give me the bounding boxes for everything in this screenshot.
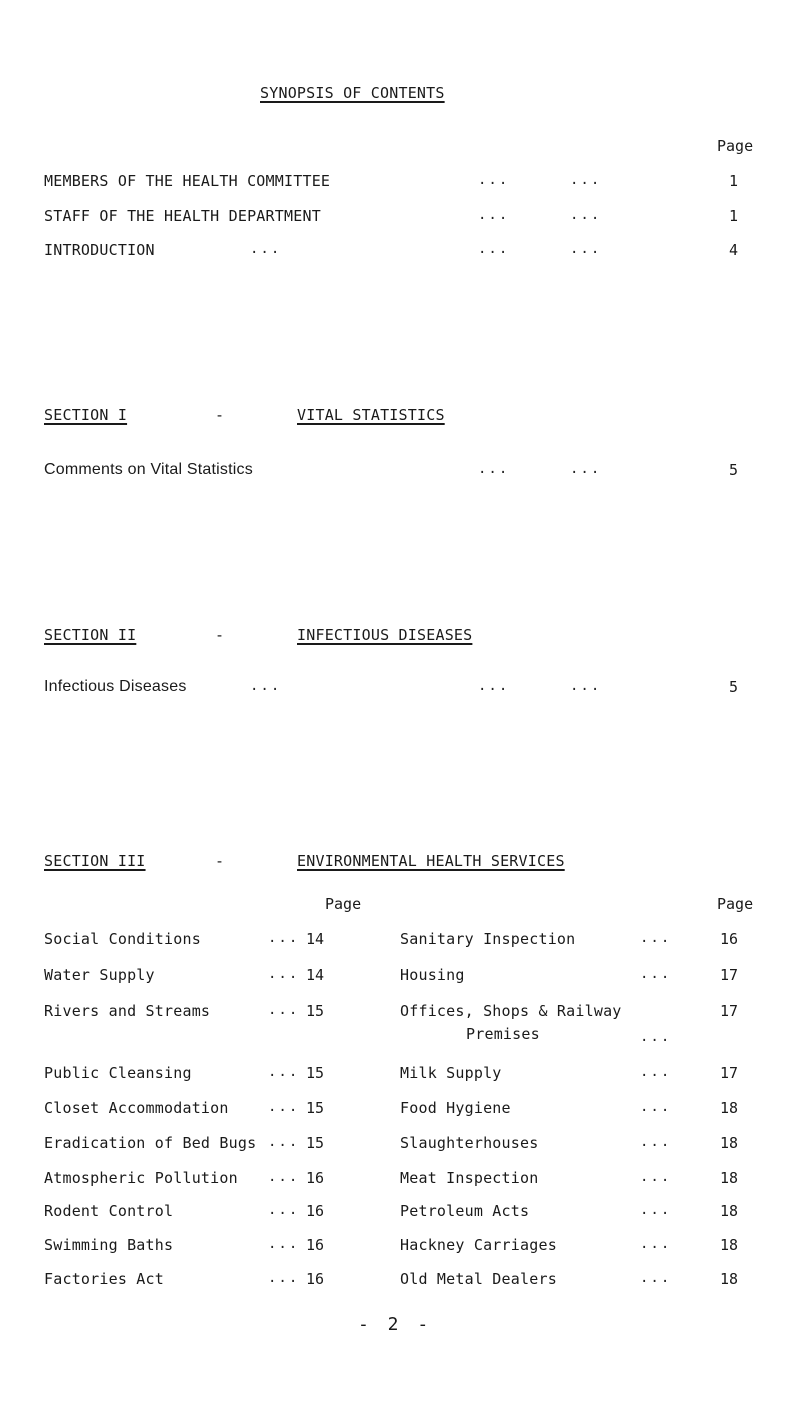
leader-dots: ...: [478, 241, 510, 257]
section-number: SECTION III: [44, 852, 146, 870]
section-number: SECTION II: [44, 626, 137, 644]
section-dash: -: [215, 852, 225, 870]
toc-entry-label: Milk Supply: [400, 1064, 502, 1082]
toc-entry-label: Offices, Shops & Railway: [400, 1002, 622, 1020]
toc-entry-page: 18: [719, 1236, 738, 1254]
section-dash: -: [215, 406, 225, 424]
page-column-label: Page: [717, 137, 754, 155]
toc-entry-label: Swimming Baths: [44, 1236, 174, 1254]
leader-dots: ...: [640, 1029, 672, 1045]
toc-entry-page: 16: [306, 1270, 325, 1288]
leader-dots: ...: [478, 207, 510, 223]
toc-entry-label: Infectious Diseases: [44, 678, 187, 695]
section-title: VITAL STATISTICS: [297, 406, 445, 424]
toc-entry-page: 17: [719, 1002, 738, 1020]
leader-dots: ...: [570, 172, 602, 188]
leader-dots: ...: [268, 966, 300, 982]
toc-entry-label: MEMBERS OF THE HEALTH COMMITTEE: [44, 172, 331, 190]
toc-entry-label: Water Supply: [44, 966, 155, 984]
toc-entry-page: 5: [728, 678, 738, 696]
toc-entry-label-continued: Premises: [466, 1025, 540, 1043]
toc-entry-page: 1: [728, 207, 738, 225]
page-column-label: Page: [325, 895, 362, 913]
leader-dots: ...: [478, 172, 510, 188]
toc-entry-page: 18: [719, 1270, 738, 1288]
toc-entry-label: Eradication of Bed Bugs: [44, 1134, 257, 1152]
leader-dots: ...: [268, 1134, 300, 1150]
toc-entry-page: 15: [306, 1099, 325, 1117]
leader-dots: ...: [640, 1202, 672, 1218]
toc-entry-page: 18: [719, 1202, 738, 1220]
toc-entry-label: Food Hygiene: [400, 1099, 511, 1117]
toc-entry-label: Sanitary Inspection: [400, 930, 576, 948]
leader-dots: ...: [640, 1270, 672, 1286]
toc-entry-page: 1: [728, 172, 738, 190]
toc-entry-page: 16: [719, 930, 738, 948]
toc-entry-page: 16: [306, 1202, 325, 1220]
toc-entry-page: 16: [306, 1169, 325, 1187]
toc-entry-label: Rivers and Streams: [44, 1002, 211, 1020]
toc-entry-label: Hackney Carriages: [400, 1236, 557, 1254]
section-dash: -: [215, 626, 225, 644]
leader-dots: ...: [268, 1270, 300, 1286]
toc-entry-page: 16: [306, 1236, 325, 1254]
page-column-label: Page: [717, 895, 754, 913]
toc-entry-label: Comments on Vital Statistics: [44, 461, 253, 478]
leader-dots: ...: [640, 1099, 672, 1115]
leader-dots: ...: [268, 1169, 300, 1185]
toc-entry-page: 18: [719, 1099, 738, 1117]
toc-entry-page: 15: [306, 1134, 325, 1152]
toc-entry-page: 14: [306, 930, 325, 948]
leader-dots: ...: [570, 678, 602, 694]
toc-entry-page: 5: [728, 461, 738, 479]
toc-entry-label: Meat Inspection: [400, 1169, 539, 1187]
section-title: ENVIRONMENTAL HEALTH SERVICES: [297, 852, 565, 870]
toc-entry-label: Rodent Control: [44, 1202, 174, 1220]
section-number: SECTION I: [44, 406, 128, 424]
leader-dots: ...: [268, 1002, 300, 1018]
toc-entry-page: 15: [306, 1002, 325, 1020]
toc-entry-label: Housing: [400, 966, 465, 984]
leader-dots: ...: [268, 1202, 300, 1218]
leader-dots: ...: [268, 930, 300, 946]
toc-entry-page: 18: [719, 1134, 738, 1152]
leader-dots: ...: [570, 461, 602, 477]
toc-entry-label: Slaughterhouses: [400, 1134, 539, 1152]
leader-dots: ...: [640, 1064, 672, 1080]
toc-entry-page: 15: [306, 1064, 325, 1082]
toc-entry-label: Public Cleansing: [44, 1064, 192, 1082]
leader-dots: ...: [640, 1236, 672, 1252]
toc-entry-label: Factories Act: [44, 1270, 164, 1288]
toc-entry-page: 14: [306, 966, 325, 984]
leader-dots: ...: [640, 966, 672, 982]
leader-dots: ...: [268, 1064, 300, 1080]
toc-entry-label: Old Metal Dealers: [400, 1270, 557, 1288]
toc-entry-label: STAFF OF THE HEALTH DEPARTMENT: [44, 207, 321, 225]
toc-entry-label: Closet Accommodation: [44, 1099, 229, 1117]
toc-entry-page: 4: [728, 241, 738, 259]
page-number: - 2 -: [358, 1314, 433, 1335]
toc-entry-label: INTRODUCTION: [44, 241, 155, 259]
leader-dots: ...: [268, 1099, 300, 1115]
toc-entry-page: 18: [719, 1169, 738, 1187]
leader-dots: ...: [640, 1134, 672, 1150]
leader-dots: ...: [570, 207, 602, 223]
leader-dots: ...: [268, 1236, 300, 1252]
leader-dots: ...: [570, 241, 602, 257]
leader-dots: ...: [478, 461, 510, 477]
leader-dots: ...: [640, 1169, 672, 1185]
toc-entry-label: Petroleum Acts: [400, 1202, 530, 1220]
section-title: INFECTIOUS DISEASES: [297, 626, 473, 644]
leader-dots: ...: [478, 678, 510, 694]
toc-entry-page: 17: [719, 1064, 738, 1082]
page-title: SYNOPSIS OF CONTENTS: [260, 84, 445, 102]
leader-dots: ...: [640, 930, 672, 946]
leader-dots: ...: [250, 241, 282, 257]
leader-dots: ...: [250, 678, 282, 694]
toc-entry-label: Social Conditions: [44, 930, 201, 948]
toc-entry-label: Atmospheric Pollution: [44, 1169, 238, 1187]
toc-entry-page: 17: [719, 966, 738, 984]
